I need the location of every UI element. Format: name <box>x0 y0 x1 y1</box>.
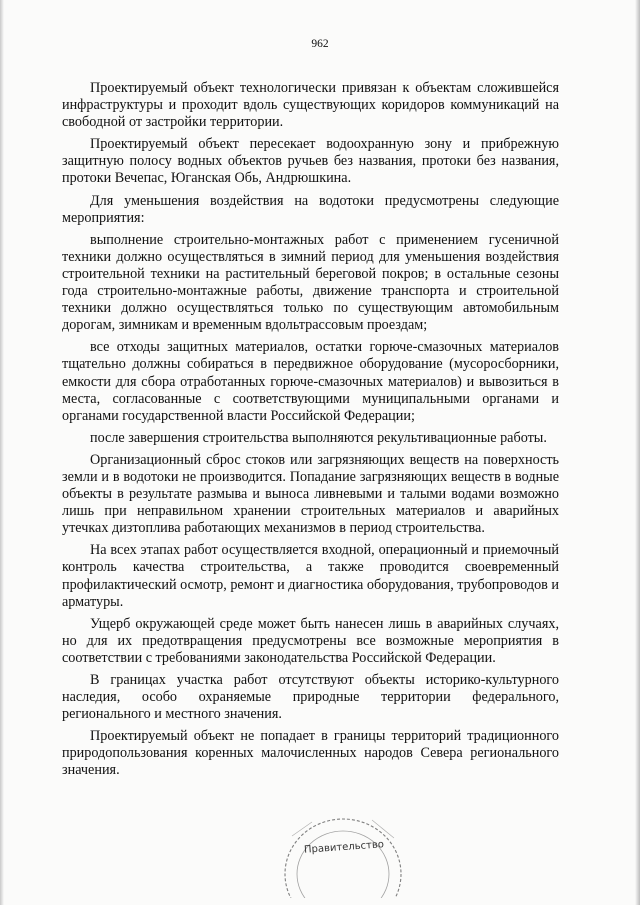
paragraph-4: выполнение строительно-монтажных работ с применением гусеничной техники должно осуществляться в зимний период для уменьшения воздействия строительной техники на растительный береговой покров; в остальные сезоны года строительно-монтажные работы, движение транспорта и строительной техники должно осуществляться только по существующим автомобильным дорогам, зимникам и временным вдольтрассовым проездам; <box>62 231 559 334</box>
stamp-seal-icon <box>282 816 404 898</box>
paragraph-1: Проектируемый объект технологически привязан к объектам сложившейся инфраструктуры и проходит вдоль существующих коридоров коммуникаций на свободной от застройки территории. <box>62 80 559 131</box>
paragraph-8: На всех этапах работ осуществляется входной, операционный и приемочный контроль качества строительства, а также проводится своевременный профилактический осмотр, ремонт и диагностика оборудования, трубопроводов и арматуры. <box>62 542 560 610</box>
page-edge-left <box>0 0 4 905</box>
paragraph-5: все отходы защитных материалов, остатки горюче-смазочных материалов тщательно должны собираться в передвижное оборудование (мусоросборники, емкости для сбора отработанных горюче-смазочных материалов) и вывозиться в места, согласованные с соответствующими муниципальными органами и органами государственной власти Российской Федерации; <box>62 339 559 424</box>
paragraph-3: Для уменьшения воздействия на водотоки предусмотрены следующие мероприятия: <box>62 192 559 226</box>
paragraph-10: В границах участка работ отсутствуют объекты историко-культурного наследия, особо охраняемые природные территории федерального, регионального и местного значения. <box>62 672 559 723</box>
official-stamp <box>282 816 404 898</box>
paragraph-6: после завершения строительства выполняются рекультивационные работы. <box>90 429 547 446</box>
paragraph-2: Проектируемый объект пересекает водоохранную зону и прибрежную защитную полосу водных объектов ручьев без названия, протоки без названия, протоки Вечепас, Юганская Обь, Андрюшкина. <box>62 136 559 187</box>
paragraph-7: Организационный сброс стоков или загрязняющих веществ на поверхность земли и в водотоки не производится. Попадание загрязняющих веществ в водные объекты в результате размыва и выноса ливневыми и талыми водами возможно лишь при неправильном хранении строительных материалов и аварийных утечках дизтоплива работающих механизмов в период строительства. <box>62 451 559 537</box>
page-edge-right <box>635 0 640 905</box>
paragraph-9: Ущерб окружающей среде может быть нанесен лишь в аварийных случаях, но для их предотвращения предусмотрены все возможные мероприятия в соответствии с требованиями законодательства Российской Федерации. <box>62 615 559 666</box>
page-number: 962 <box>311 38 329 50</box>
stamp-text: Правительство <box>303 839 385 856</box>
document-body <box>62 80 559 785</box>
paragraph-11: Проектируемый объект не попадает в границы территорий традиционного природопользования коренных малочисленных народов Севера регионального значения. <box>62 728 559 779</box>
